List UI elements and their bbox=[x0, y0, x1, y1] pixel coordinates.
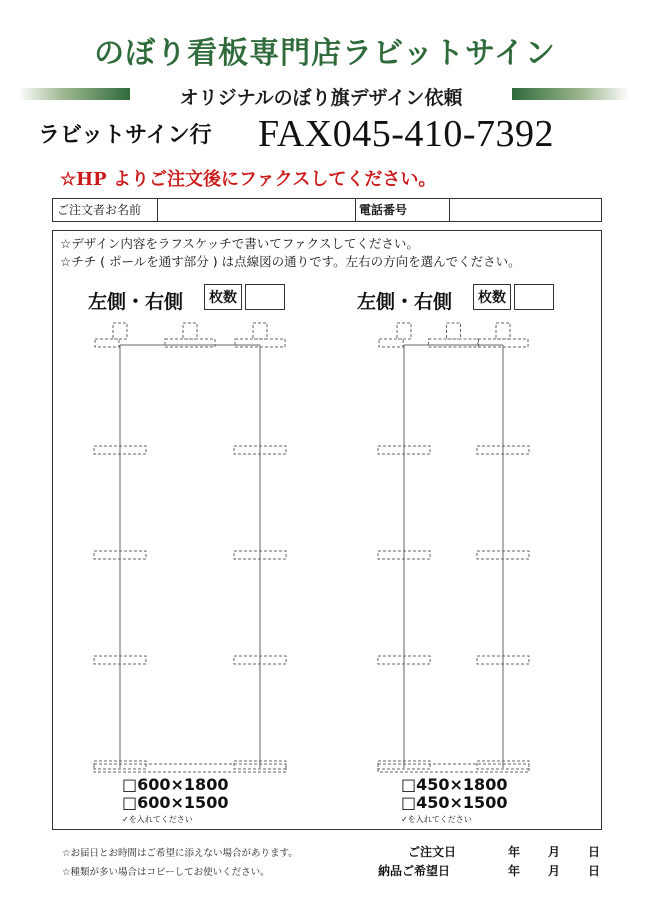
order-date-year[interactable]: 年 bbox=[508, 845, 521, 859]
footer-note: ☆種類が多い場合はコピーしてお使いください。 bbox=[62, 867, 270, 878]
check-instruction: ✓を入れてください bbox=[122, 815, 193, 824]
size-option-450x1800[interactable]: □450×1800 bbox=[401, 775, 508, 794]
instruction-line: ☆デザイン内容をラフスケッチで書いてファクスしてください。 bbox=[60, 236, 419, 251]
side-selection-label[interactable]: 左側・右側 bbox=[88, 291, 184, 313]
shop-title: のぼり看板専門店ラビットサイン bbox=[94, 36, 556, 71]
recipient-line: ラビットサイン行 bbox=[38, 122, 212, 148]
flag-outline-600[interactable] bbox=[94, 323, 286, 772]
count-label: 枚数 bbox=[204, 284, 242, 310]
side-selection-label[interactable]: 左側・右側 bbox=[357, 291, 453, 313]
order-date-month[interactable]: 月 bbox=[548, 845, 561, 859]
order-date-label: ご注文日 bbox=[408, 845, 457, 859]
footer-note: ☆お届日とお時間はご希望に添えない場合があります。 bbox=[62, 848, 298, 859]
delivery-date-year[interactable]: 年 bbox=[508, 864, 521, 878]
form-subtitle: オリジナルのぼり旗デザイン依頼 bbox=[179, 87, 463, 109]
size-option-450x1500[interactable]: □450×1500 bbox=[401, 793, 508, 812]
count-label: 枚数 bbox=[473, 284, 511, 310]
notice-text: ☆HP よりご注文後にファクスしてください。 bbox=[60, 169, 437, 190]
customer-name-label: ご注文者お名前 bbox=[57, 203, 142, 217]
order-date-day[interactable]: 日 bbox=[588, 845, 601, 859]
delivery-date-label: 納品ご希望日 bbox=[378, 864, 451, 878]
phone-label: 電話番号 bbox=[359, 203, 408, 217]
size-option-600x1800[interactable]: □600×1800 bbox=[122, 775, 229, 794]
delivery-date-day[interactable]: 日 bbox=[588, 864, 601, 878]
size-option-600x1500[interactable]: □600×1500 bbox=[122, 793, 229, 812]
flag-outline-450[interactable] bbox=[378, 323, 529, 772]
check-instruction: ✓を入れてください bbox=[401, 815, 472, 824]
instruction-line: ☆チチ ( ポールを通す部分 ) は点線図の通りです。左右の方向を選んでください。 bbox=[60, 254, 521, 269]
fax-number: FAX045-410-7392 bbox=[258, 113, 555, 155]
delivery-date-month[interactable]: 月 bbox=[548, 864, 561, 878]
